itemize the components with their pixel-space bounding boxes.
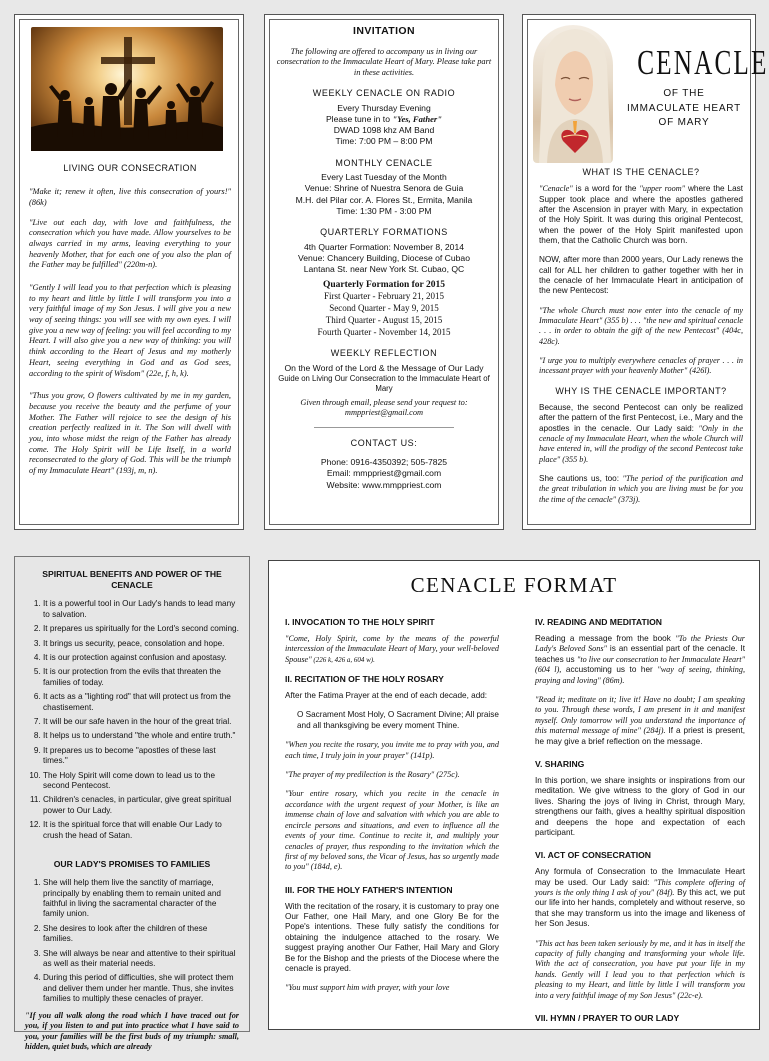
holy-father-paragraph: With the recitation of the rosary, it is customary to pray one Our Father, one Hail Mary, and one Glory Be for the Pope's intentions. These fully satisfy the conditions for obtaining the indulgence attached to the rosary. We suggest praying another Our Father, Hail Mary and Glory Be for the Bishop and the priests of the Diocese where the cenacle is prayed. [285,901,499,974]
section-5-title: V. SHARING [535,758,585,769]
promise-item: 4. During this period of difficulties, she will protect them and deliver them under her mantle. Thus, she invites families to multiply these cenacles of prayer. [43,973,239,1004]
families-quote: "If you all walk along the road which I have traced out for you, if you listen to and put into practice what I have said to you, your families will be the first buds of my triumph: small, hidden, quiet buds, which are already [25,1010,239,1051]
reflection-line-3: Given through email, please send your request to: mmppriest@gmail.com [300,397,468,418]
promises-list [25,878,239,1004]
panel1-content [29,163,231,486]
panel-invitation [264,14,504,530]
because-quote: "Only in the cenacle of my Immaculate Heart, when the whole Church will have entered in, will the prodigy of the second Pentecost take place" (355 b). [539,423,743,464]
invocation-quote: "Come, Holy Spirit, come by the means of the powerful intercession of the Immaculate Heart of Mary, your well-beloved Spouse" [285,633,499,664]
quote-4: "Thus you grow, O flowers cultivated by me in my garden, because you receive the beauty and the perfume of your Mother. The Father will rejoice to see the design of his creation perfectly realized in it. The Son will dwell with you, into whose midst the reign of the Father has already come. The Holy Spirit will be Life Itself, in a world reconsecrated to the glory of God. This will be the triumph of my Immaculate Heart" (193j, m, n). [29,391,231,475]
rosary-quote-2: "The prayer of my predilection is the Rosary" (275c). [285,770,460,780]
panel-cenacle-format [268,560,760,1030]
benefit-item: 12. It is the spiritual force that will enable Our Lady to crush the head of Satan. [43,820,239,841]
consecration-a: Any formula of Consecration to the Immaculate Heart may be used. Our Lady said: [535,867,745,887]
family-cross-photo [31,27,223,151]
cenacle-word: "Cenacle" [539,184,573,194]
benefit-item: 2. It prepares us spiritually for the Lord's second coming. [43,624,239,634]
format-column-right [535,617,745,1030]
family-cross-silhouette [31,27,223,151]
benefit-item: 1. It is a powerful tool in Our Lady's hands to lead many to salvation. [43,599,239,620]
panel4-content [25,569,239,1061]
cover-subtitle [619,87,749,131]
living-consecration-heading: LIVING OUR CONSECRATION [63,163,197,173]
panel3-content [539,167,743,514]
invocation-ref: (226 k, 426 a, 604 w). [311,655,375,664]
benefits-heading: SPIRITUAL BENEFITS AND POWER OF THE CENACLE [42,569,222,591]
contact-email[interactable]: Email: mmppriest@gmail.com [326,468,442,479]
reflection-line-1: On the Word of the Lord & the Message of Our Lady [284,362,484,373]
monthly-line-4: Time: 1:30 PM - 3:00 PM [336,205,432,216]
consecration-quote: "This complete offering of yours is the only thing I ask of you" (84f). [535,877,745,898]
radio-program-name: "Yes, Father" [392,114,443,124]
invocation-paragraph [285,634,499,665]
rosary-instruction: After the Fatima Prayer at the end of each decade, add: [285,691,488,701]
section-2-title: II. RECITATION OF THE HOLY ROSARY [285,674,444,685]
meditation-paragraph [535,695,745,747]
reading-b: is an essential part of the cenacle. It teaches us [535,644,745,664]
meditation-note: If a priest is present, he may give a brief reflection on the message. [535,726,745,746]
consecration-quote-2: "This act has been taken seriously by me, and it has in itself the capacity of fully changing and transforming your whole life. With the act of consecration, you have put your life in my hands. Gently will I lead you to that perfection which is pleasing to my Heart, and little by little I will transform you into a very faithful image of my Son Jesus" (22c-e). [535,938,745,1000]
reading-paragraph [535,634,745,686]
rosary-quote-1: "When you recite the rosary, you invite me to pray with you, and each time, I truly join in your prayer" (141p). [285,740,499,760]
our-lady-illustration [533,25,613,163]
quarterly-line-3: Lantana St. near New York St. Cubao, QC [303,263,465,274]
renew-call: NOW, after more than 2000 years, Our Lady renews the call for ALL her children to gather together with her in the cenacle of her Immaculate Heart in anticipation of the new Pentecost: [539,255,743,296]
what-is-cenacle-heading: WHAT IS THE CENACLE? [582,167,700,177]
panel-benefits [14,556,250,1051]
reflection-heading: WEEKLY REFLECTION [330,348,438,359]
quarter-4: Fourth Quarter - November 14, 2015 [317,326,451,337]
monthly-line-2: Venue: Shrine of Nuestra Senora de Guia [304,183,464,194]
benefits-list [25,599,239,841]
quarterly-line-1: 4th Quarter Formation: November 8, 2014 [303,241,465,252]
cenacle-def-b: where the Last Supper took place and where the apostles gathered after the Ascension in prayer with Mary, in expectation of the Holy Spirit. It was during this original Pentecost, when the power of the Holy Spirit manifested upon them, that the Catholic Church was born. [539,184,743,245]
benefit-item: 10. The Holy Spirit will come down to lead us to the second Pentecost. [43,771,239,792]
subtitle-line-1: OF THE [663,88,705,99]
why-important-heading: WHY IS THE CENACLE IMPORTANT? [555,385,727,396]
reading-quote-1: "to live our consecration to her Immaculate Heart" (604 l), [535,654,746,675]
holy-father-quote: "You must support him with prayer, with your love [285,983,450,993]
section-6-title: VI. ACT OF CONSECRATION [535,850,652,861]
quote-2: "Live out each day, with love and faithfulness, the consecration which you have made. Allow yourselves to be always carried in my arms, leaving everything to your heavenly Mother, that for each one of you also the plan of the Father may be fulfilled" (220m-n). [29,217,231,270]
benefit-item: 6. It acts as a "lighting rod" that will protect us from the chastisement. [43,692,239,713]
monthly-line-3: M.H. del Pilar cor. A. Flores St., Ermita, Manila [295,194,473,205]
monthly-heading: MONTHLY CENACLE [335,157,433,168]
our-lady-image [533,25,613,163]
invitation-heading: INVITATION [353,25,415,37]
because-paragraph [539,403,743,465]
consecration-paragraph [535,867,745,929]
multiply-cenacles-quote: "I urge you to multiply everywhere cenacles of prayer . . . in incessant prayer with your heavenly Mother" (426l). [539,355,743,376]
benefit-item: 4. It is our protection against confusion and apostasy. [43,653,239,663]
subtitle-line-2: IMMACULATE HEART [626,102,742,114]
quarter-3: Third Quarter - August 15, 2015 [325,314,443,325]
reading-quote-2: "way of seeing, thinking, praying and loving" (86m). [535,665,745,685]
radio-line-1: Every Thursday Evening [337,102,431,113]
cenacle-format-heading: CENACLE FORMAT [410,573,618,597]
cenacle-definition [539,184,743,246]
promise-item: 2. She desires to look after the children of these families. [43,924,239,945]
promise-item: 1. She will help them live the sanctity of marriage, principally by enabling them to remain united and faithful in living the sacramental character of the family union. [43,878,239,920]
promise-item: 3. She will always be near and attentive to their spiritual as well as their material needs. [43,949,239,970]
sharing-paragraph: In this portion, we share insights or inspirations from our meditation. We give witness to the glory of God in our lives. Sharing the joys of living in Christ, through Mary, strengthens our faith, gives a healthy spiritual disposition and deepens the hope and expectation of each participant. [535,775,745,837]
reading-c: accustoming us to her [561,665,658,675]
sacrament-prayer: O Sacrament Most Holy, O Sacrament Divine; All praise and all thanksgiving be every moment Thine. [297,710,499,730]
book-title: "To the Priests Our Lady's Beloved Sons" [535,633,745,654]
contact-heading: CONTACT US: [350,437,418,448]
section-4-title: IV. READING AND MEDITATION [535,617,662,627]
benefit-item: 11. Children's cenacles, in particular, give great spiritual power to Our Lady. [43,795,239,816]
radio-line-3: DWAD 1098 khz AM Band [333,125,435,136]
quarter-2: Second Quarter - May 9, 2015 [329,303,439,314]
benefit-item: 9. It prepares us to become "apostles of these last times." [43,746,239,767]
monthly-line-1: Every Last Tuesday of the Month [321,172,447,183]
invitation-intro: The following are offered to accompany us in living our consecration to the Immaculate Heart of Mary. Please take part in these activities. [276,46,492,77]
quarterly-heading: QUARTERLY FORMATIONS [320,226,448,237]
format-column-left [285,617,499,1003]
panel-living-consecration [14,14,244,530]
benefit-item: 7. It will be our safe haven in the hour of the great trial. [43,717,239,727]
radio-heading: WEEKLY CENACLE ON RADIO [312,88,456,99]
section-7-title: VII. HYMN / PRAYER TO OUR LADY [535,1013,680,1024]
benefit-item: 8. It helps us to understand "the whole and entire truth." [43,731,239,741]
radio-tune-in: Please tune in to [325,114,393,124]
benefit-item: 5. It is our protection from the evils that threaten the families of today. [43,667,239,688]
caution-text: She cautions us, too: [539,473,623,483]
benefit-item: 3. It brings us security, peace, consolation and hope. [43,639,239,649]
meditation-quote: "Read it; meditate on it; live it! Have no doubt; I am speaking to you. Through these words, I am present in it and manifest myself. Only tomorrow will you understand the importance of this maternal message of mine" (284j). [535,694,745,736]
panel-cenacle-cover [522,14,769,530]
upper-room: "upper room" [639,184,686,194]
quote-3: "Gently I will lead you to that perfection which is pleasing to my heart and little by little I will transform you into a very faithful image of my Son Jesus. I will give you a new way of seeing things: you will see with my own eyes. I will give you a new way of feeling: you will feel according to my Heart. I will also give you a new way of thinking: you will think according to the Heart of Jesus and my motherly Heart, seeing everything in God and as God sees, according to the spirit of Wisdom" (22e, f, h, k). [29,283,231,378]
cover-title-block [619,43,769,131]
cenacle-def-a: is a word for the [572,184,640,194]
caution-quote: "The period of the purification and the great tribulation in which you are living must be for you the time of the cenacle" (373j). [539,473,743,504]
consecration-b: By this act, we put our life into her hands, completely and without reserve, so that she may transform us into the image and likeness of her Son Jesus. [535,888,745,929]
cenacle-title: CENACLE [637,43,769,82]
caution-paragraph [539,474,743,505]
panel2-content [273,25,495,491]
because-text: Because, the second Pentecost can only be realized after the pattern of the first Pentecost, i.e., Mary and the apostles in the cenacle. Our Lady said: [539,402,743,433]
section-3-title: III. FOR THE HOLY FATHER'S INTENTION [285,884,453,895]
reading-a: Reading a message from the book [535,633,676,643]
quarterly-line-2: Venue: Chancery Building, Diocese of Cubao [298,252,470,263]
radio-line-4: Time: 7:00 PM – 8:00 PM [335,136,433,147]
subtitle-line-3: OF MARY [658,117,710,128]
quote-1: "Make it; renew it often, live this consecration of yours!" (86k) [29,187,231,208]
divider [314,427,454,428]
rosary-quote-3: "Your entire rosary, which you recite in the cenacle in accordance with the urgent request of your Mother, is like an immense chain of love and salvation with which you are able to encircle persons and situations, and even to influence all the events of your time. Continue to recite it, and multiply your cenacles of prayer, thus responding to the invitation which the first of my beloved sons, the Vicar of Jesus, has so urgently made to you" (184d, e). [285,789,499,872]
whole-church-quote: "The whole Church must now enter into the cenacle of my Immaculate Heart" (355 b) . . . "the new and spiritual cenacle . . . in order to obtain the gift of the new Pentecost" (404c, 428c). [539,305,743,346]
reflection-line-2: Guide on Living Our Consecration to the Immaculate Heart of Mary [278,374,490,393]
radio-line-2 [273,114,495,125]
promises-heading: OUR LADY'S PROMISES TO FAMILIES [53,859,211,870]
contact-phone: Phone: 0916-4350392; 505-7825 [320,457,448,468]
quarter-1: First Quarter - February 21, 2015 [324,291,444,302]
quarterly-2015-heading: Quarterly Formation for 2015 [323,280,445,291]
section-1-title: I. INVOCATION TO THE HOLY SPIRIT [285,617,435,627]
contact-website[interactable]: Website: www.mmppriest.com [326,479,442,490]
